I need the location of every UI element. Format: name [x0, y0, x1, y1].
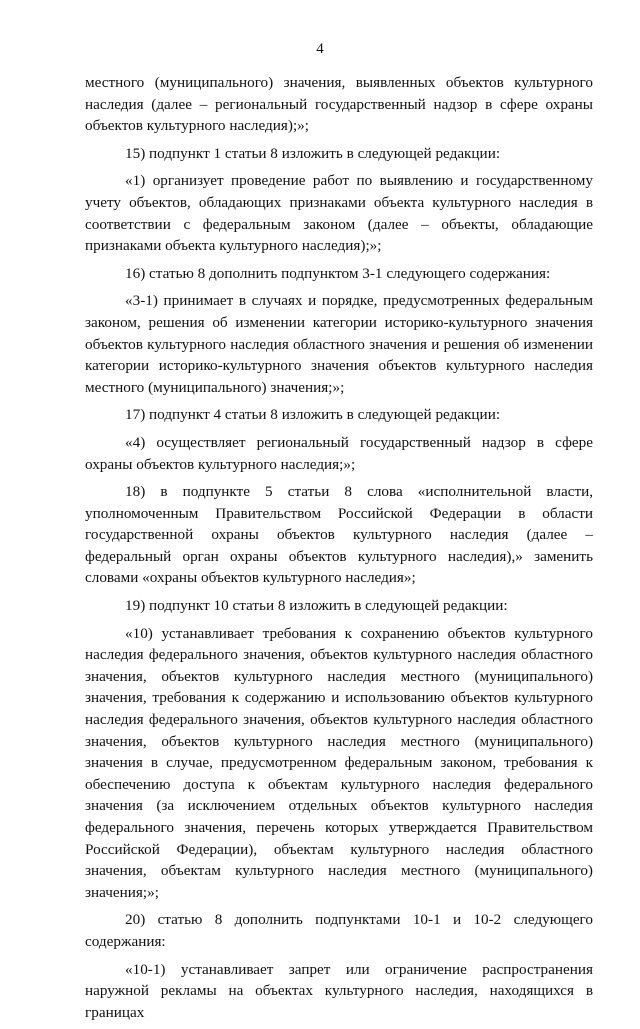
paragraph: 20) статью 8 дополнить подпунктами 10-1 и 10-2 следующего содержания: [85, 911, 593, 950]
paragraph: 15) подпункт 1 статьи 8 изложить в следующей редакции: [125, 144, 501, 162]
paragraph: 19) подпункт 10 статьи 8 изложить в следующей редакции: [125, 597, 508, 615]
page-number: 4 [316, 41, 324, 57]
paragraph: «3-1) принимает в случаях и порядке, предусмотренных федеральным законом, решения об изменении категории историко-культурного значения объектов культурного наследия областного значения и решения об изменении категории историко-культурного значения объектов культурного наследия местного (муниципального) значения;»; [85, 292, 593, 396]
paragraph: 18) в подпункте 5 статьи 8 слова «исполнительной власти, уполномоченным Правительством Российской Федерации в области государственной охраны объектов культурного наследия (далее – федеральный орган охраны объектов культурного наследия),» заменить словами «охраны объектов культурного наследия»; [85, 483, 593, 587]
paragraph: «10-1) устанавливает запрет или ограничение распространения наружной рекламы на объектах культурного наследия, находящихся в границах [85, 960, 593, 1021]
paragraph: местного (муниципального) значения, выявленных объектов культурного наследия (далее – региональный государственный надзор в сфере охраны объектов культурного наследия);»; [85, 74, 593, 135]
paragraph: «1) организует проведение работ по выявлению и государственному учету объектов, обладающих признаками объекта культурного наследия в соответствии с федеральным законом (далее – объекты, обладающие признаками объекта культурного наследия);»; [85, 172, 593, 255]
paragraph: 16) статью 8 дополнить подпунктом 3-1 следующего содержания: [125, 264, 551, 282]
paragraph: «4) осуществляет региональный государственный надзор в сфере охраны объектов культурного наследия;»; [85, 433, 593, 473]
document-body [85, 72, 593, 1029]
paragraph: 17) подпункт 4 статьи 8 изложить в следующей редакции: [125, 406, 501, 424]
paragraph: «10) устанавливает требования к сохранению объектов культурного наследия федерального значения, объектов культурного наследия областного значения, объектов культурного наследия местного (муниципального) значения, требования к содержанию и использованию объектов культурного наследия федерального значения, объектов культурного наследия областного значения, объектов культурного наследия местного (муниципального) значения в случае, предусмотренном федеральным законом, требования к обеспечению доступа к объектам культурного наследия федерального значения (за исключением отдельных объектов культурного наследия федерального значения, перечень которых утверждается Правительством Российской Федерации), объектам культурного наследия областного значения, объектам культурного наследия местного (муниципального) значения;»; [85, 624, 593, 901]
